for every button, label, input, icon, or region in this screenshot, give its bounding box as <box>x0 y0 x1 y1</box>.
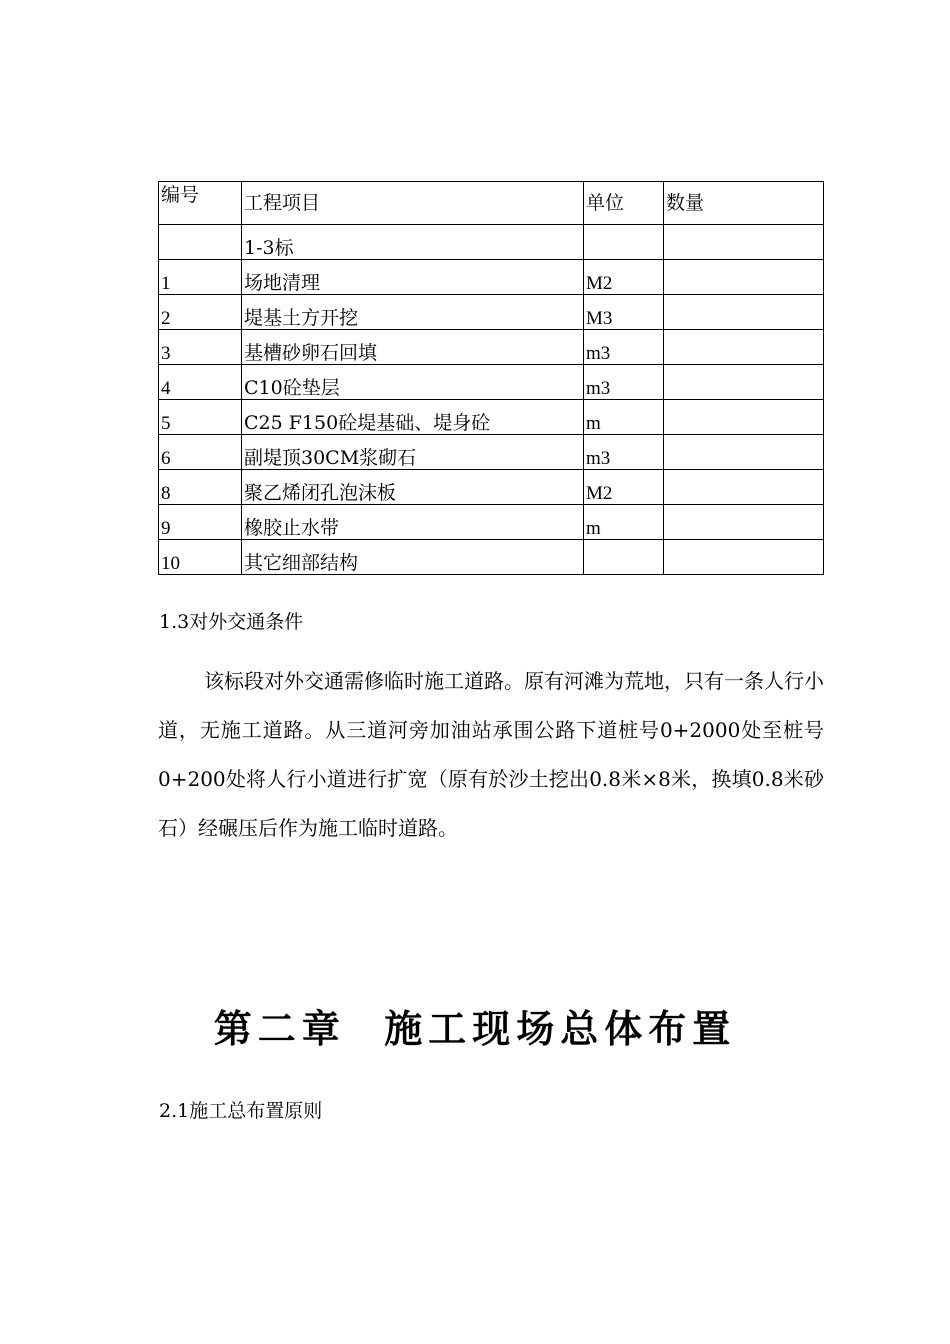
table-row <box>159 365 824 400</box>
table-section-row <box>159 225 824 260</box>
quantities-table <box>158 181 824 575</box>
cell-item: 场地清理 <box>242 260 584 295</box>
cell-id: 9 <box>159 505 242 540</box>
cell-id: 10 <box>159 540 242 575</box>
cell-qty <box>664 400 824 435</box>
cell-unit: m3 <box>584 330 664 365</box>
table-row <box>159 400 824 435</box>
cell-unit: m3 <box>584 435 664 470</box>
header-cell-id: 编号 <box>159 182 242 225</box>
table-row <box>159 435 824 470</box>
header-cell-qty: 数量 <box>664 182 824 225</box>
cell-qty <box>664 435 824 470</box>
section-heading-1-3: 1.3对外交通条件 <box>159 611 304 633</box>
cell-unit: M3 <box>584 295 664 330</box>
cell-item: 橡胶止水带 <box>242 505 584 540</box>
header-cell-item: 工程项目 <box>242 182 584 225</box>
cell-unit: m <box>584 505 664 540</box>
cell-qty <box>664 365 824 400</box>
cell-item: 堤基土方开挖 <box>242 295 584 330</box>
cell-id: 6 <box>159 435 242 470</box>
cell-item: 聚乙烯闭孔泡沫板 <box>242 470 584 505</box>
section-heading-2-1: 2.1施工总布置原则 <box>159 1100 323 1122</box>
cell-qty <box>664 295 824 330</box>
cell-unit <box>584 225 664 260</box>
table-row <box>159 470 824 505</box>
table-row <box>159 505 824 540</box>
cell-id: 4 <box>159 365 242 400</box>
cell-id: 1 <box>159 260 242 295</box>
chapter-title: 第二章 施工现场总体布置 <box>213 1006 737 1051</box>
cell-id <box>159 225 242 260</box>
cell-id: 2 <box>159 295 242 330</box>
cell-qty <box>664 225 824 260</box>
cell-unit: M2 <box>584 470 664 505</box>
cell-unit <box>584 540 664 575</box>
table-row <box>159 260 824 295</box>
cell-item: C10砼垫层 <box>242 365 584 400</box>
cell-id: 5 <box>159 400 242 435</box>
body-paragraph: 该标段对外交通需修临时施工道路。原有河滩为荒地，只有一条人行小道，无施工道路。从三道河旁加油站承围公路下道桩号0+2000处至桩号0+200处将人行小道进行扩宽（原有於沙土挖出0.8米×8米，换填0.8米砂石）经碾压后作为施工临时道路。 <box>158 669 824 840</box>
cell-id: 8 <box>159 470 242 505</box>
cell-id: 3 <box>159 330 242 365</box>
cell-item: 1-3标 <box>242 225 584 260</box>
table-row <box>159 330 824 365</box>
cell-unit: m <box>584 400 664 435</box>
cell-item: 其它细部结构 <box>242 540 584 575</box>
cell-item: 基槽砂卵石回填 <box>242 330 584 365</box>
cell-item: C25 F150砼堤基础、堤身砼 <box>242 400 584 435</box>
table-row <box>159 295 824 330</box>
header-cell-unit: 单位 <box>584 182 664 225</box>
cell-qty <box>664 330 824 365</box>
cell-qty <box>664 470 824 505</box>
cell-qty <box>664 505 824 540</box>
cell-qty <box>664 260 824 295</box>
cell-unit: m3 <box>584 365 664 400</box>
table-header-row <box>159 182 824 225</box>
cell-qty <box>664 540 824 575</box>
cell-unit: M2 <box>584 260 664 295</box>
table-row <box>159 540 824 575</box>
cell-item: 副堤顶30CM浆砌石 <box>242 435 584 470</box>
